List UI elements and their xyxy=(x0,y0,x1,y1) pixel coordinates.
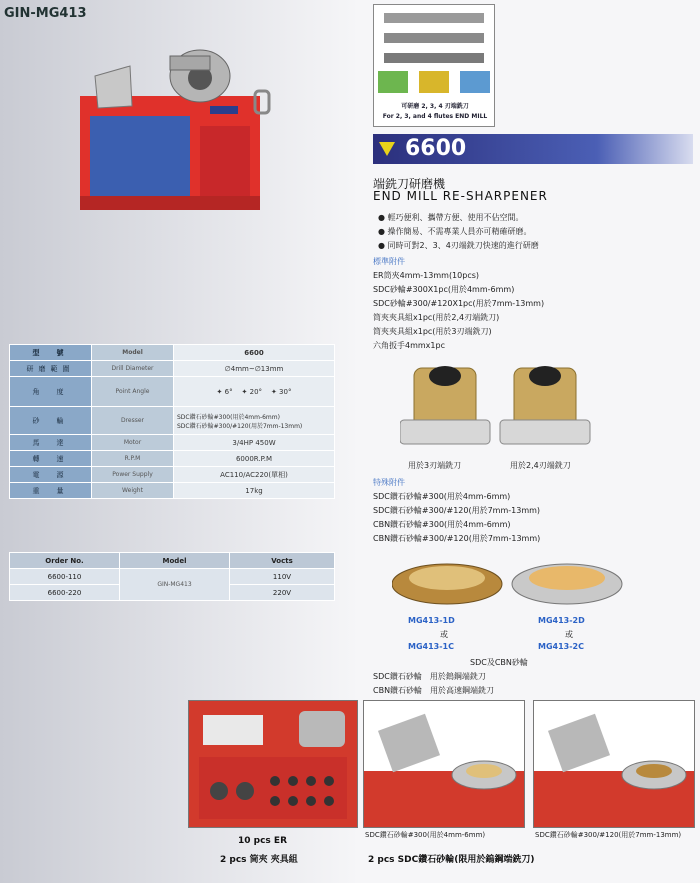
spec-label-en: Motor xyxy=(92,435,174,451)
feature-item: ● 同時可對2、3、4刃端銑刀快速的進行研磨 xyxy=(378,241,539,250)
special-item: CBN鑽石砂輪#300(用於4mm-6mm) xyxy=(373,520,511,529)
title-zh: 端銑刀研磨機 xyxy=(373,177,446,191)
end-mills-box xyxy=(373,4,495,127)
order-header-row xyxy=(10,553,335,569)
spec-label-en: Power Supply xyxy=(92,467,174,483)
spec-value: 3/4HP 450W xyxy=(174,435,335,451)
wheel-300-illustration xyxy=(364,701,524,827)
spec-label-en: Weight xyxy=(92,483,174,499)
spec-label: 角 度 xyxy=(10,377,92,407)
order-header-1: Order No. xyxy=(10,553,120,569)
bottom-left-caption-2: 2 pcs 筒夾 夾具組 xyxy=(220,855,298,865)
dresser-line: SDC鑽石砂輪#300(用於4mm-6mm) xyxy=(177,413,280,421)
order-header-2: Model xyxy=(120,553,230,569)
order-no: 6600-220 xyxy=(10,585,120,601)
spec-row xyxy=(10,407,335,435)
model-banner xyxy=(373,134,693,164)
angle-2: ✦ 20° xyxy=(241,387,263,396)
mid-photo-caption: SDC鑽石砂輪#300(用於4mm-6mm) xyxy=(365,831,486,839)
wheel-note: SDC鑽石砂輪 用於鎢鋼端銑刀 xyxy=(373,672,486,681)
spec-label: 轉 速 xyxy=(10,451,92,467)
angle-cell xyxy=(174,377,335,407)
order-header-3: Vocts xyxy=(230,553,335,569)
spec-value: ∅4mm~∅13mm xyxy=(174,361,335,377)
er-collets-illustration xyxy=(189,701,357,827)
dresser-line: SDC鑽石砂輪#300/#120(用於7mm-13mm) xyxy=(177,422,303,430)
spec-label: 砂 輪 xyxy=(10,407,92,435)
spec-value: 17kg xyxy=(174,483,335,499)
dresser-cell xyxy=(174,407,335,435)
standard-item: 筒夾夾具組x1pc(用於3刃端銑刀) xyxy=(373,327,492,336)
spec-row xyxy=(10,467,335,483)
grinding-wheels-illustration xyxy=(392,552,632,610)
feature-item: ● 輕巧便利、攜帶方便、使用不佔空間。 xyxy=(378,213,524,222)
photo-er-collets xyxy=(188,700,358,828)
standard-item: SDC砂輪#300X1pc(用於4mm-6mm) xyxy=(373,285,515,294)
order-no: 6600-110 xyxy=(10,569,120,585)
angle-3: ✦ 30° xyxy=(270,387,292,396)
bottom-left-caption-1: 10 pcs ER xyxy=(238,836,288,846)
spec-label: 研磨範圍 xyxy=(10,361,92,377)
wheel-note: CBN鑽石砂輪 用於高速鋼端銑刀 xyxy=(373,686,495,695)
bottom-right-caption: 2 pcs SDC鑽石砂輪(限用於鎢鋼端銑刀) xyxy=(368,855,535,865)
wheel-300-120-illustration xyxy=(534,701,694,827)
special-item: SDC鑽石砂輪#300/#120(用於7mm-13mm) xyxy=(373,506,541,515)
wheel-left-2: MG413-1C xyxy=(408,642,454,651)
right-photo-caption: SDC鑽石砂輪#300/#120(用於7mm-13mm) xyxy=(535,831,682,839)
standard-heading: 標準附件 xyxy=(373,257,405,266)
spec-header-2: Model xyxy=(92,345,174,361)
spec-row xyxy=(10,377,335,407)
photo-wheel-300-120 xyxy=(533,700,695,828)
spec-value: AC110/AC220(單相) xyxy=(174,467,335,483)
special-heading: 特殊附件 xyxy=(373,478,405,487)
feature-item: ● 操作簡易、不需專業人員亦可精確研磨。 xyxy=(378,227,532,236)
wheel-right-or: 或 xyxy=(565,630,573,639)
standard-item: 筒夾夾具組x1pc(用於2,4刃端銑刀) xyxy=(373,313,500,322)
wheel-right-1: MG413-2D xyxy=(538,616,585,625)
order-model: GIN-MG413 xyxy=(120,569,230,601)
spec-label: 重 量 xyxy=(10,483,92,499)
title-en: END MILL RE-SHARPENER xyxy=(373,189,548,203)
wheel-right-2: MG413-2C xyxy=(538,642,584,651)
order-volts: 110V xyxy=(230,569,335,585)
photo-wheel-300 xyxy=(363,700,525,828)
spec-row xyxy=(10,435,335,451)
model-code: GIN-MG413 xyxy=(4,6,87,21)
standard-item: ER筒夾4mm-13mm(10pcs) xyxy=(373,271,480,280)
spec-row xyxy=(10,483,335,499)
triangle-icon xyxy=(379,142,395,156)
spec-row xyxy=(10,451,335,467)
order-row xyxy=(10,569,335,585)
banner-number: 6600 xyxy=(405,136,467,161)
machine-illustration xyxy=(60,36,280,216)
special-item: SDC鑽石砂輪#300(用於4mm-6mm) xyxy=(373,492,511,501)
spec-label-en: R.P.M xyxy=(92,451,174,467)
spec-header-1: 型 號 xyxy=(10,345,92,361)
mills-caption-en: For 2, 3, and 4 flutes END MILL xyxy=(382,113,488,120)
spec-label-en: Dresser xyxy=(92,407,174,435)
spec-value: 6000R.P.M xyxy=(174,451,335,467)
order-table xyxy=(9,552,335,601)
spec-label: 電 源 xyxy=(10,467,92,483)
chuck-caption-3: 用於3刃端銑刀 xyxy=(408,461,462,470)
end-mills-illustration xyxy=(374,5,494,95)
standard-item: 六角扳手4mmx1pc xyxy=(373,341,445,350)
mills-caption-zh: 可研磨 2, 3, 4 刃端銑刀 xyxy=(401,103,469,110)
wheel-left-or: 或 xyxy=(440,630,448,639)
spec-header-row xyxy=(10,345,335,361)
wheel-left-1: MG413-1D xyxy=(408,616,455,625)
spec-row xyxy=(10,361,335,377)
chuck-caption-24: 用於2,4刃端銑刀 xyxy=(510,461,571,470)
wheels-sub: SDC及CBN砂輪 xyxy=(470,658,528,667)
standard-item: SDC砂輪#300/#120X1pc(用於7mm-13mm) xyxy=(373,299,545,308)
spec-label-en: Drill Diameter xyxy=(92,361,174,377)
chuck-holders-illustration xyxy=(400,358,600,454)
spec-header-3: 6600 xyxy=(174,345,335,361)
spec-label-en: Point Angle xyxy=(92,377,174,407)
spec-table xyxy=(9,344,335,499)
special-item: CBN鑽石砂輪#300/#120(用於7mm-13mm) xyxy=(373,534,541,543)
spec-label: 馬 達 xyxy=(10,435,92,451)
order-volts: 220V xyxy=(230,585,335,601)
angle-1: ✦ 6° xyxy=(216,387,233,396)
